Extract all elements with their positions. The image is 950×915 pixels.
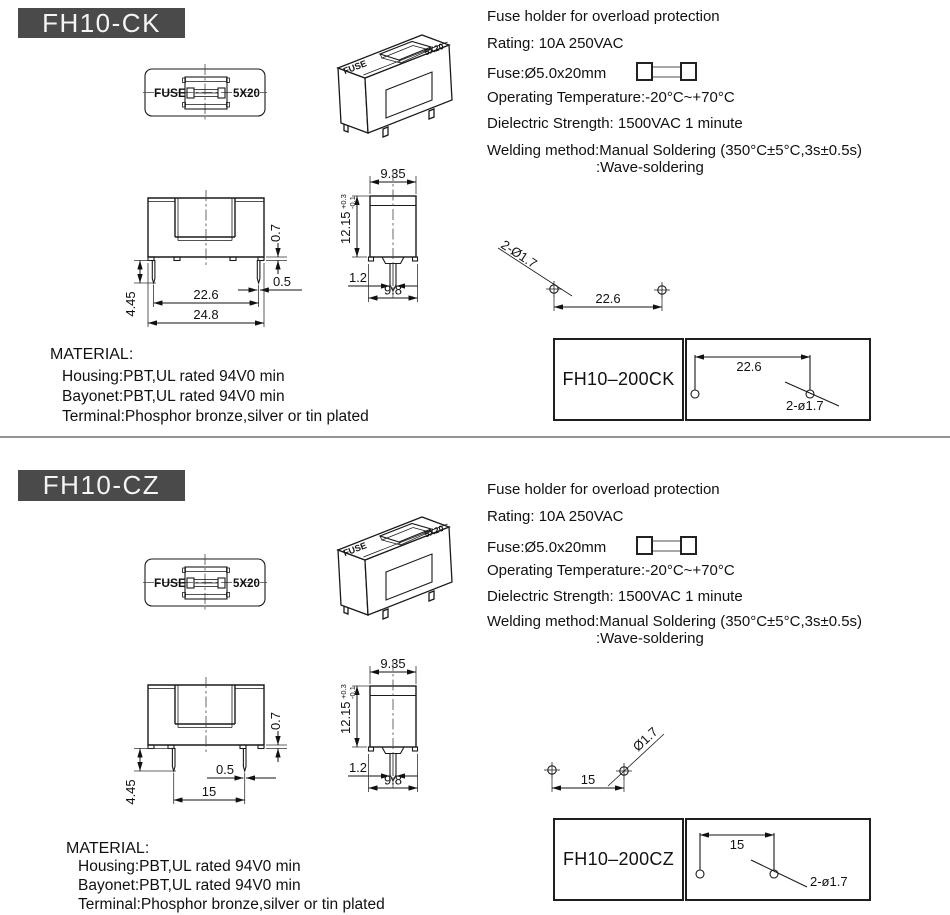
spec-welding-cont: :Wave-soldering	[596, 630, 704, 647]
spec-fuse-size-text: Fuse:Ø5.0x20mm	[487, 539, 607, 556]
iso-size-label: 5X20	[422, 40, 445, 58]
left-pin	[172, 749, 175, 772]
spec-rating: Rating: 10A 250VAC	[487, 35, 624, 52]
dim-standoff: 0.7	[268, 711, 283, 731]
iso-fuse-label: FUSE	[341, 540, 368, 559]
material-heading: MATERIAL:	[50, 346, 134, 363]
model-title-banner	[18, 8, 185, 38]
hole-diagram-drawing	[687, 820, 865, 895]
spec-welding: Welding method:Manual Soldering (350°C±5°C,3s±0.5s)	[487, 613, 863, 630]
left-pin	[152, 261, 155, 284]
spec-welding: Welding method:Manual Soldering (350°C±5°C,3s±0.5s)	[487, 142, 863, 159]
side-dimension-drawing	[330, 650, 460, 805]
pcb-holes-label: 2-Ø1.7	[498, 236, 540, 272]
pcb-layout-drawing	[500, 700, 730, 800]
dim-pin-pitch: 22.6	[193, 287, 219, 302]
side-dimension-drawing	[330, 160, 460, 315]
fuse-cartridge-icon	[636, 62, 697, 81]
dim-overall-width: 24.8	[193, 307, 219, 322]
pcb-layout-drawing	[470, 235, 700, 320]
foot	[429, 109, 434, 119]
right-pin	[243, 749, 246, 772]
material-bayonet: Bayonet:PBT,UL rated 94V0 min	[78, 877, 301, 894]
material-terminal: Terminal:Phosphor bronze,silver or tin plated	[62, 408, 369, 425]
size-marking-label: 5X20	[233, 578, 260, 590]
spec-fuse-size	[487, 536, 697, 556]
part-number-box	[553, 818, 684, 901]
spec-rating: Rating: 10A 250VAC	[487, 508, 624, 525]
hole-size-label: 2-ø1.7	[786, 398, 824, 413]
dim-pin-pitch: 15	[201, 784, 217, 799]
dim-top-width: 9.35	[380, 166, 406, 181]
dim-pin-length: 4.45	[123, 291, 138, 317]
dim-pin-width: 0.5	[272, 274, 292, 289]
material-heading: MATERIAL:	[66, 840, 150, 857]
hole-pitch-label: 15	[729, 837, 745, 852]
material-housing: Housing:PBT,UL rated 94V0 min	[62, 368, 285, 385]
spec-overview: Fuse holder for overload protection	[487, 8, 720, 25]
spec-fuse-size	[487, 62, 697, 82]
spec-welding-cont: :Wave-soldering	[596, 159, 704, 176]
material-bayonet: Bayonet:PBT,UL rated 94V0 min	[62, 388, 285, 405]
hole-pitch-label: 22.6	[736, 359, 762, 374]
fuse-marking-label: FUSE	[154, 86, 187, 100]
dim-height-tol-plus: +0.3	[339, 684, 348, 699]
front-dimension-drawing	[110, 185, 310, 335]
model-title: FH10-CZ	[42, 470, 161, 500]
part-number: FH10–200CK	[562, 369, 675, 389]
dim-standoff: 0.7	[268, 223, 283, 243]
fuse-marking-label: FUSE	[154, 576, 187, 590]
right-pin	[257, 261, 260, 284]
spec-dielectric: Dielectric Strength: 1500VAC 1 minute	[487, 588, 743, 605]
dim-height: 12.15	[338, 701, 353, 734]
pcb-holes-label: Ø1.7	[629, 723, 661, 755]
foot	[383, 609, 388, 619]
model-title: FH10-CK	[42, 7, 161, 38]
foot	[383, 127, 388, 137]
spec-overview: Fuse holder for overload protection	[487, 481, 720, 498]
isometric-view-drawing	[328, 512, 463, 627]
spec-operating-temp: Operating Temperature:-20°C~+70°C	[487, 89, 735, 106]
dim-bottom-width: 9.8	[383, 772, 403, 788]
dim-pin-width: 0.5	[215, 762, 235, 777]
size-marking-label: 5X20	[233, 88, 260, 100]
dim-side-pin-width: 1.2	[348, 760, 368, 775]
dim-top-width: 9.35	[380, 656, 406, 671]
pcb-pitch-label: 15	[580, 772, 596, 787]
hole-diagram-drawing	[687, 340, 865, 415]
front-marking-view-drawing	[143, 554, 267, 612]
foot	[429, 591, 434, 601]
hole-size-label: 2-ø1.7	[810, 874, 848, 889]
isometric-view-drawing	[328, 30, 463, 145]
dim-height-tol-minus: -0.1	[348, 196, 357, 209]
material-terminal: Terminal:Phosphor bronze,silver or tin plated	[78, 896, 385, 913]
dim-pin-length: 4.45	[123, 779, 138, 805]
dim-side-pin-width: 1.2	[348, 270, 368, 285]
hole-diagram-box	[685, 818, 871, 901]
front-dimension-drawing	[110, 660, 310, 815]
part-number: FH10–200CZ	[562, 849, 675, 869]
fuse-cartridge-icon	[636, 536, 697, 555]
dim-height: 12.15	[338, 211, 353, 244]
pcb-pitch-label: 22.6	[595, 291, 621, 306]
material-housing: Housing:PBT,UL rated 94V0 min	[78, 858, 301, 875]
front-marking-view-drawing	[143, 64, 267, 122]
iso-size-label: 5X20	[422, 522, 445, 540]
model-title-banner	[18, 470, 185, 501]
part-number-box	[553, 338, 684, 421]
spec-operating-temp: Operating Temperature:-20°C~+70°C	[487, 562, 735, 579]
spec-dielectric: Dielectric Strength: 1500VAC 1 minute	[487, 115, 743, 132]
spec-fuse-size-text: Fuse:Ø5.0x20mm	[487, 65, 607, 82]
iso-fuse-label: FUSE	[341, 58, 368, 77]
hole-diagram-box	[685, 338, 871, 421]
dim-height-tol-plus: +0.3	[339, 194, 348, 209]
section-divider	[0, 436, 950, 438]
dim-bottom-width: 9.8	[383, 282, 403, 298]
dim-height-tol-minus: -0.1	[348, 686, 357, 699]
